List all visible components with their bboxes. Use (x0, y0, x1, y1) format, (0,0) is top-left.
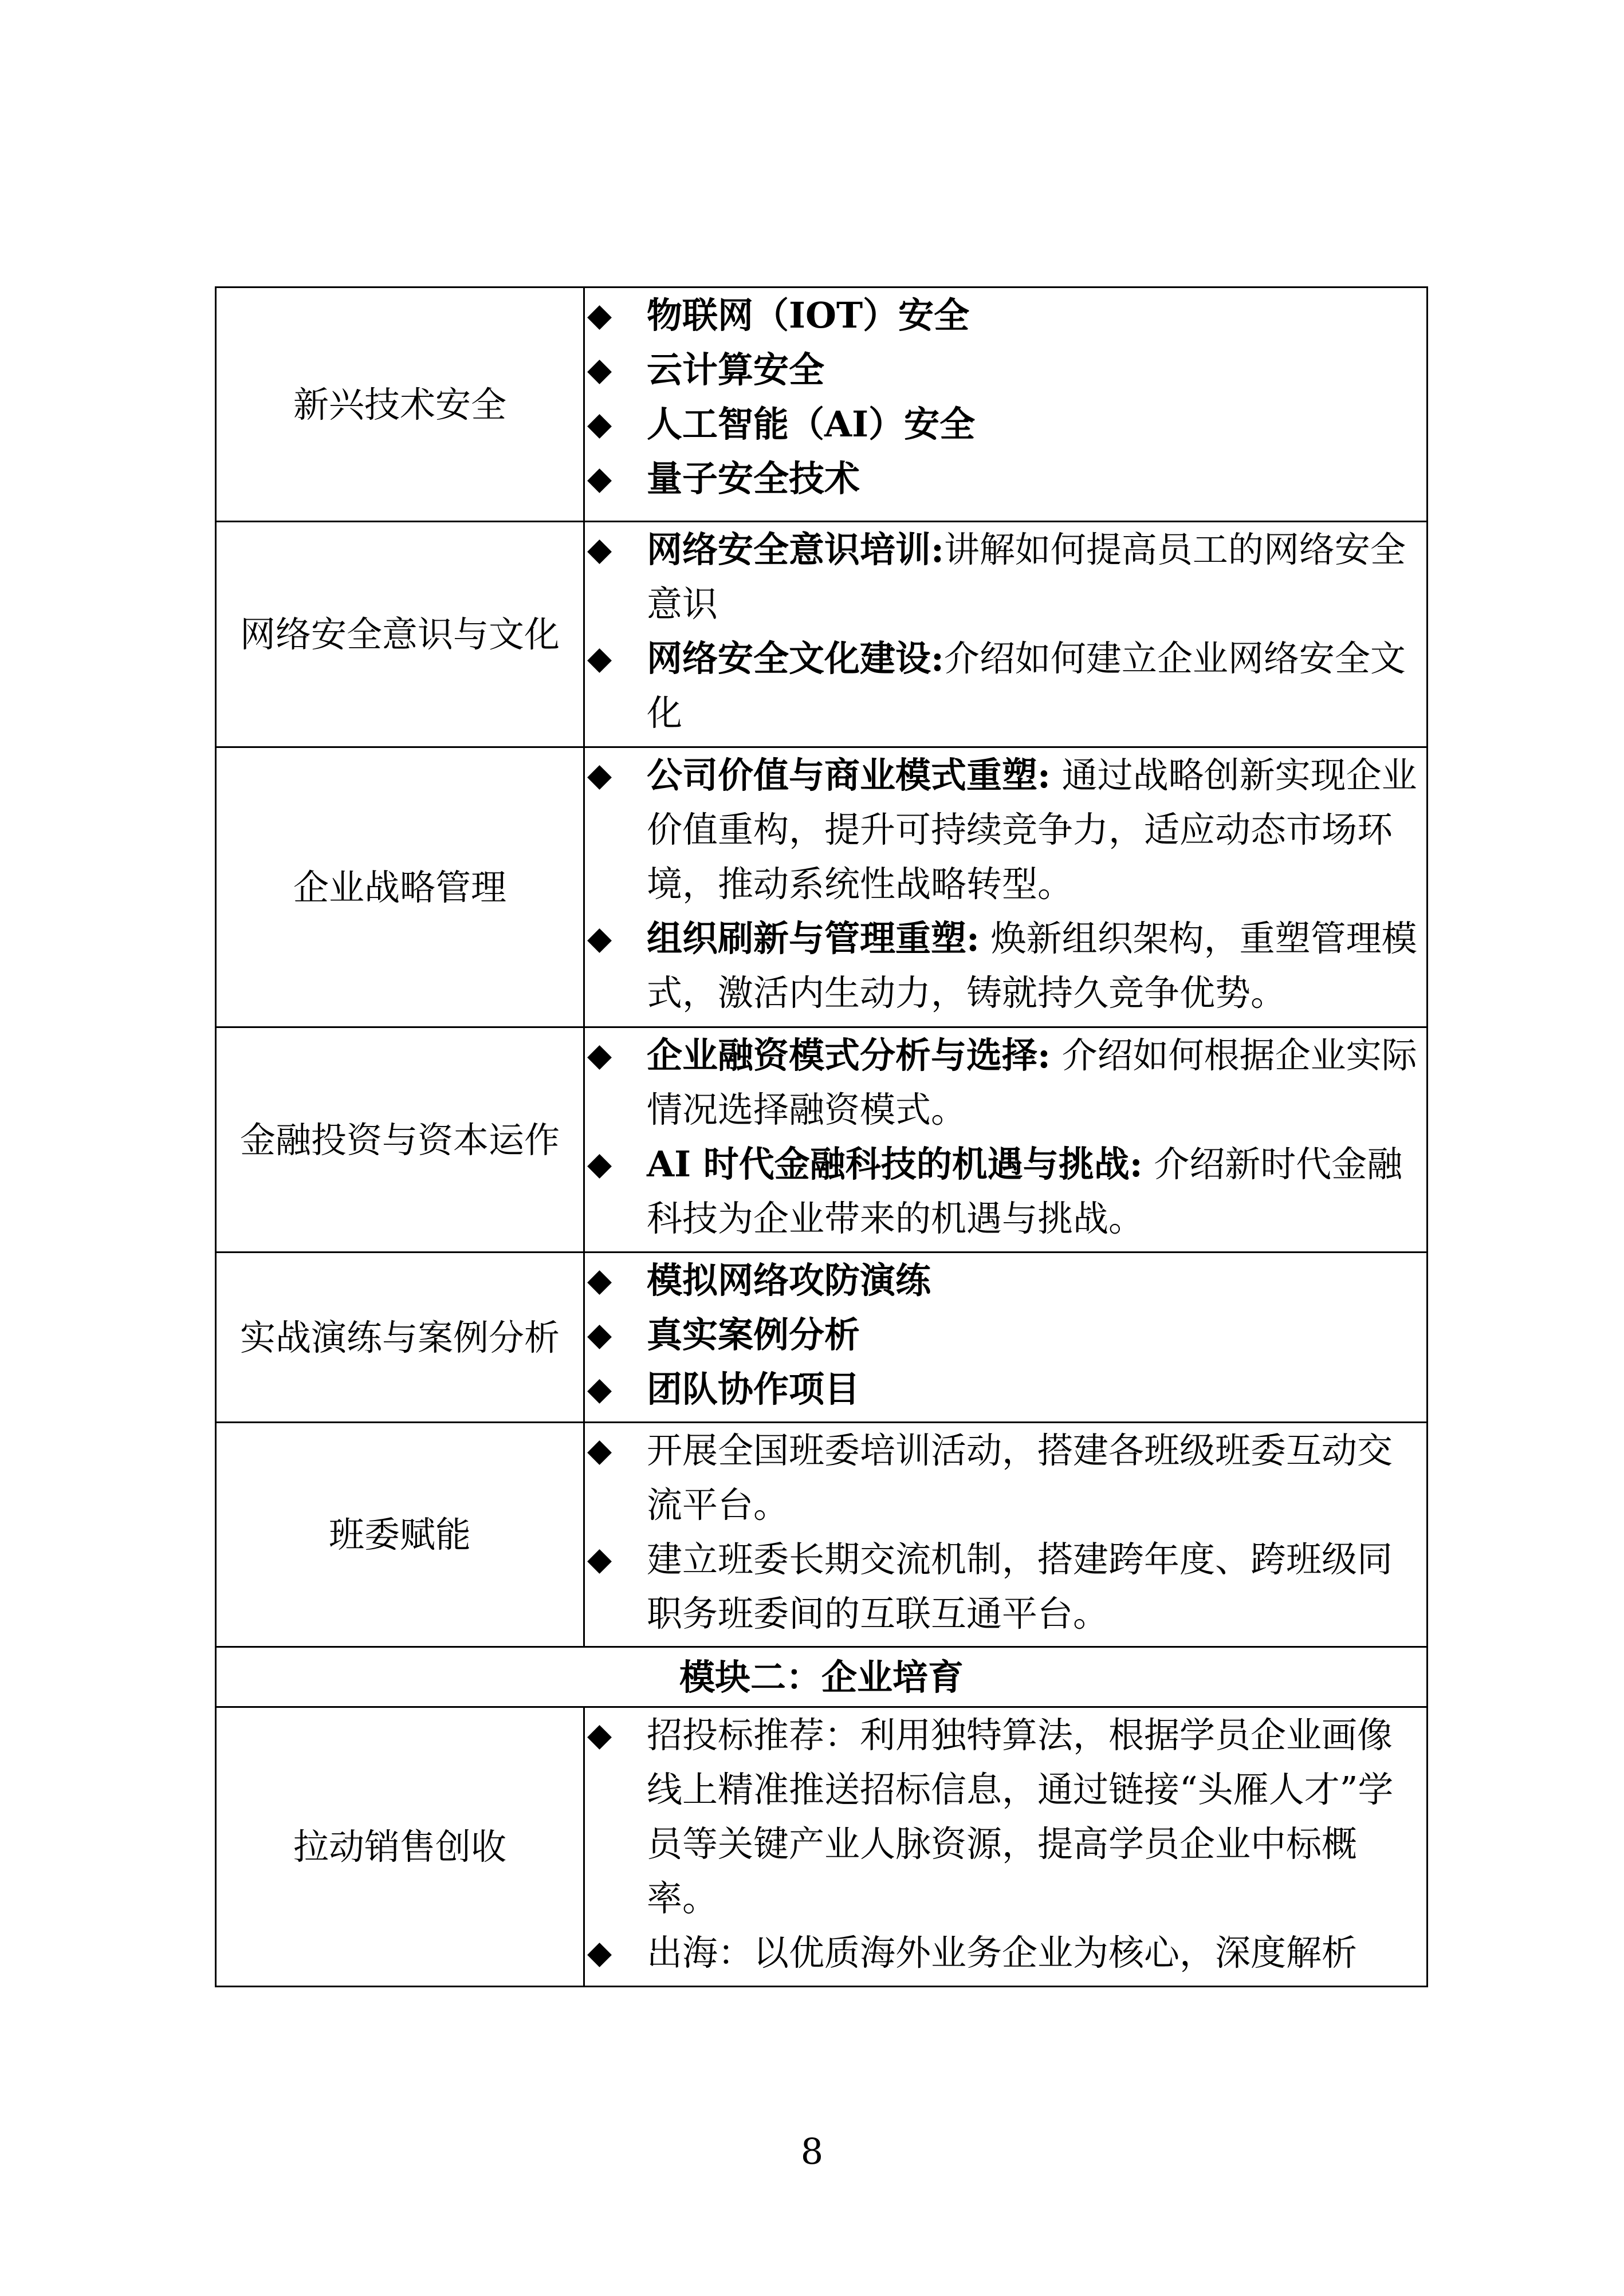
row-category: 班委赋能 (216, 1423, 584, 1647)
table-row (216, 522, 1428, 747)
item-heading: 组织刷新与管理重塑: (647, 917, 980, 959)
list-item (585, 911, 1426, 1020)
table-row (216, 1253, 1428, 1423)
row-category: 实战演练与案例分析 (216, 1253, 584, 1423)
item-heading: 公司价值与商业模式重塑: (647, 754, 1051, 796)
diamond-bullet-icon: ◆ (587, 405, 612, 443)
item-text: 介绍如何建立企业网络安全文化 (647, 637, 1406, 734)
diamond-bullet-icon: ◆ (587, 1145, 612, 1183)
list-item (585, 1925, 1426, 1980)
item-text: 介绍如何根据企业实际情况选择融资模式。 (647, 1034, 1417, 1131)
row-content (584, 1423, 1428, 1647)
item-text: 介绍新时代金融科技为企业带来的机遇与挑战。 (647, 1143, 1403, 1239)
item-heading: 人工智能（AI）安全 (647, 403, 976, 445)
row-content (584, 522, 1428, 747)
item-heading: 企业融资模式分析与选择: (647, 1034, 1051, 1076)
list-item (585, 1253, 1426, 1308)
row-content (584, 1707, 1428, 1987)
item-heading: 云计算安全 (647, 349, 825, 391)
diamond-bullet-icon: ◆ (587, 1432, 612, 1469)
row-category: 新兴技术安全 (216, 288, 584, 522)
table-row (216, 288, 1428, 522)
row-category: 拉动销售创收 (216, 1707, 584, 1987)
row-content (584, 288, 1428, 522)
diamond-bullet-icon: ◆ (587, 1541, 612, 1578)
list-item (585, 1362, 1426, 1416)
row-content (584, 1027, 1428, 1253)
item-heading: 物联网（IOT）安全 (647, 294, 970, 336)
list-item (585, 522, 1426, 631)
section-header-row (216, 1647, 1428, 1707)
diamond-bullet-icon: ◆ (587, 531, 612, 568)
item-text: 焕新组织架构，重塑管理模式，激活内生动力，铸就持久竞争优势。 (647, 917, 1417, 1014)
item-heading: AI 时代金融科技的机遇与挑战: (647, 1143, 1143, 1185)
page-number: 8 (800, 2130, 824, 2172)
list-item (585, 288, 1426, 342)
item-heading: 团队协作项目 (647, 1368, 860, 1410)
item-text: 招投标推荐：利用独特算法，根据学员企业画像线上精准推送招标信息，通过链接“头雁人才”学员等关键产业人脉资源，提高学员企业中标概率。 (647, 1714, 1394, 1919)
diamond-bullet-icon: ◆ (587, 757, 612, 794)
section-header: 模块二：企业培育 (216, 1647, 1428, 1707)
diamond-bullet-icon: ◆ (587, 640, 612, 677)
list-item (585, 1028, 1426, 1137)
diamond-bullet-icon: ◆ (587, 1037, 612, 1074)
diamond-bullet-icon: ◆ (587, 1316, 612, 1353)
row-category: 网络安全意识与文化 (216, 522, 584, 747)
list-item (585, 1137, 1426, 1246)
list-item (585, 451, 1426, 506)
diamond-bullet-icon: ◆ (587, 1370, 612, 1408)
list-item (585, 1308, 1426, 1362)
table-row (216, 1423, 1428, 1647)
diamond-bullet-icon: ◆ (587, 460, 612, 497)
row-category: 企业战略管理 (216, 747, 584, 1027)
item-heading: 模拟网络攻防演练 (647, 1259, 931, 1301)
item-text: 通过战略创新实现企业价值重构，提升可持续竞争力，适应动态市场环境，推动系统性战略转型。 (647, 754, 1417, 905)
item-text: 建立班委长期交流机制，搭建跨年度、跨班级同职务班委间的互联互通平台。 (647, 1538, 1393, 1635)
item-heading: 网络安全文化建设: (647, 637, 944, 679)
item-heading: 量子安全技术 (647, 458, 860, 499)
item-text: 讲解如何提高员工的网络安全意识 (647, 529, 1406, 625)
diamond-bullet-icon: ◆ (587, 297, 612, 334)
course-table (215, 286, 1428, 1987)
row-content (584, 1253, 1428, 1423)
item-text: 开展全国班委培训活动，搭建各班级班委互动交流平台。 (647, 1429, 1393, 1526)
list-item (585, 1423, 1426, 1532)
list-item (585, 1708, 1426, 1925)
list-item (585, 748, 1426, 911)
table-body (216, 288, 1428, 1987)
item-heading: 网络安全意识培训: (647, 529, 944, 570)
table-row (216, 1027, 1428, 1253)
row-content (584, 747, 1428, 1027)
diamond-bullet-icon: ◆ (587, 1934, 612, 1971)
diamond-bullet-icon: ◆ (587, 1716, 612, 1754)
diamond-bullet-icon: ◆ (587, 1262, 612, 1299)
list-item (585, 342, 1426, 397)
table-row (216, 1707, 1428, 1987)
list-item (585, 631, 1426, 740)
table-row (216, 747, 1428, 1027)
diamond-bullet-icon: ◆ (587, 920, 612, 957)
list-item (585, 397, 1426, 451)
row-category: 金融投资与资本运作 (216, 1027, 584, 1253)
item-heading: 真实案例分析 (647, 1314, 860, 1356)
list-item (585, 1532, 1426, 1641)
diamond-bullet-icon: ◆ (587, 351, 612, 388)
item-text: 出海：以优质海外业务企业为核心，深度解析 (647, 1932, 1358, 1974)
